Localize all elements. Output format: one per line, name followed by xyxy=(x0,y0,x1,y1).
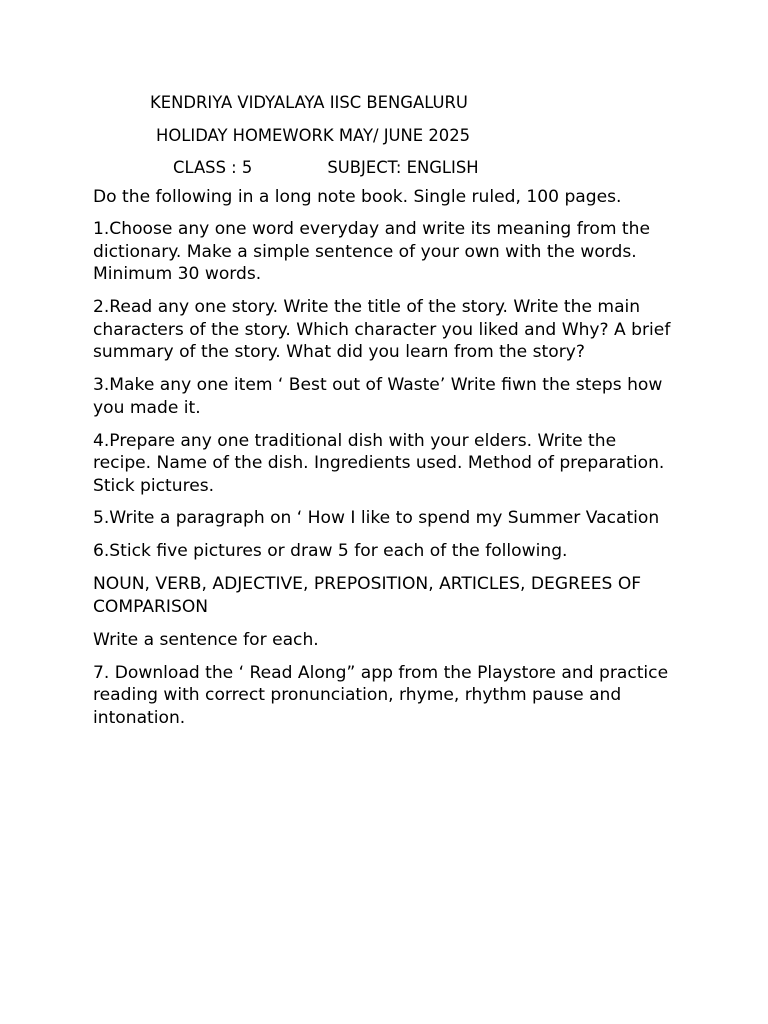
school-name: KENDRIYA VIDYALAYA IISC BENGALURU xyxy=(150,93,468,112)
task-1: 1.Choose any one word everyday and write its meaning from the dictionary. Make a simple sentence of your own with the words. Minimum 30 words. xyxy=(93,219,650,285)
homework-title: HOLIDAY HOMEWORK MAY/ JUNE 2025 xyxy=(156,125,471,145)
task-7: 7. Download the ‘ Read Along” app from the Playstore and practice reading with correct pronunciation, rhyme, rhythm pause and intonation. xyxy=(93,662,669,728)
task-3: 3.Make any one item ‘ Best out of Waste’ Write fiwn the steps how you made it. xyxy=(93,375,663,418)
task-5: 5.Write a paragraph on ‘ How I like to spend my Summer Vacation xyxy=(93,508,660,529)
class-label: CLASS : 5 xyxy=(173,158,253,177)
task-4: 4.Prepare any one traditional dish with your elders. Write the recipe. Name of the dish. Ingredients used. Method of preparation. Stick pictures. xyxy=(93,430,665,496)
subject-label: SUBJECT: ENGLISH xyxy=(327,158,479,177)
document-header xyxy=(93,87,674,185)
class-subject-line xyxy=(93,152,674,185)
instructions-intro: Do the following in a long note book. Single ruled, 100 pages. xyxy=(93,186,622,207)
task-2: 2.Read any one story. Write the title of the story. Write the main characters of the story. Which character you liked and Why? A brief summary of the story. What did you learn from the story? xyxy=(93,297,671,363)
task-6: 6.Stick five pictures or draw 5 for each of the following. xyxy=(93,541,568,562)
task-6-note: Write a sentence for each. xyxy=(93,629,319,650)
task-6-list: NOUN, VERB, ADJECTIVE, PREPOSITION, ARTICLES, DEGREES OF COMPARISON xyxy=(93,574,642,617)
